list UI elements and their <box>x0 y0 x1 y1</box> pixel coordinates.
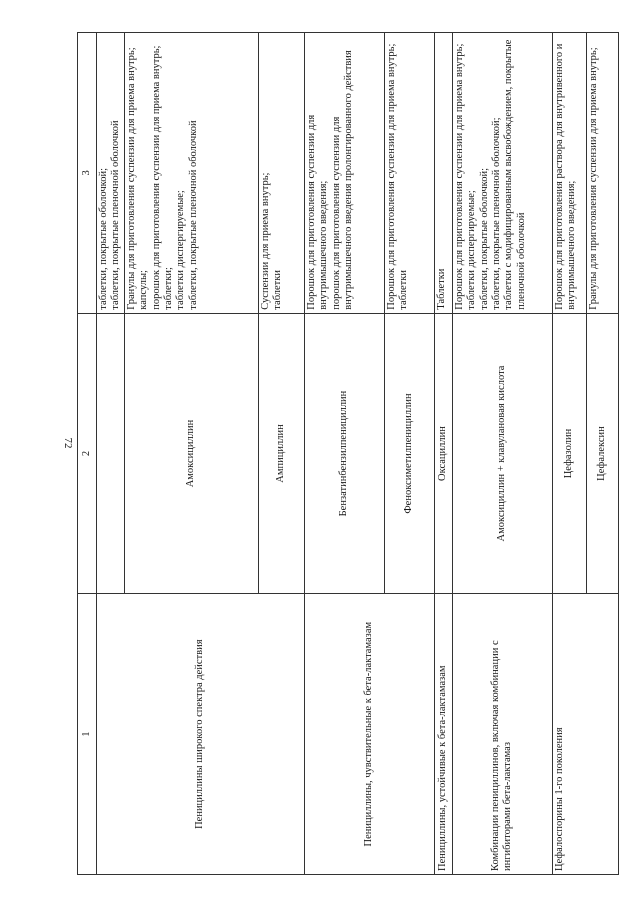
form-line: таблетки, покрытые оболочкой; <box>98 168 109 310</box>
page-number: 72 <box>62 437 74 449</box>
form-line: таблетки диспергируемые; <box>466 190 478 310</box>
forms-cell <box>452 33 552 314</box>
rotated-table-container <box>77 32 608 875</box>
form-line: Порошок для приготовления раствора для внутривенного и внутримышечного введения; <box>553 43 578 310</box>
form-line: порошок для приготовления суспензии для внутримышечного введения пролонгированного действия <box>330 50 354 310</box>
form-line: Суспензии для приема внутрь; <box>259 172 271 310</box>
form-line: таблетки; <box>162 267 174 310</box>
table-header-row <box>78 33 97 875</box>
table-row <box>552 33 586 875</box>
form-line: Гранулы для приготовления суспензии для приема внутрь; <box>587 47 599 310</box>
drug-name-cell: Цефалексин <box>586 313 618 594</box>
group-cell: Цефалоспорины 1-го поколения <box>552 594 618 875</box>
form-line: таблетки диспергируемые; <box>175 190 187 310</box>
form-line: таблетки, покрытые пленочной оболочкой; <box>490 117 502 310</box>
form-line: таблетки <box>398 270 410 310</box>
drug-name-cell: Бензатинбензилпенициллин <box>304 313 384 594</box>
form-line: порошок для приготовления суспензии для приема внутрь; <box>150 45 162 310</box>
form-line: таблетки, покрытые пленочной оболочкой <box>110 120 122 310</box>
form-line: Порошок для приготовления суспензии для внутримышечного введения; <box>305 114 330 310</box>
drug-name-cell: Феноксиметилпенициллин <box>384 313 434 594</box>
group-cell: Пенициллины, устойчивые к бета-лактамазам <box>434 594 452 875</box>
header-col-1: 1 <box>78 594 97 875</box>
forms-cell <box>434 33 452 314</box>
table-row <box>434 33 452 875</box>
drug-name-cell: Оксациллин <box>434 313 452 594</box>
group-cell: Пенициллины широкого спектра действия <box>97 594 305 875</box>
forms-cell <box>552 33 586 314</box>
drug-name-cell: Цефазолин <box>552 313 586 594</box>
form-line: Порошок для приготовления суспензии для приема внутрь; <box>453 43 465 310</box>
form-line: Гранулы для приготовления суспензии для приема внутрь; <box>125 47 137 310</box>
drug-name-cell <box>97 313 125 594</box>
header-col-2: 2 <box>78 313 97 594</box>
forms-cell <box>97 33 125 314</box>
group-cell: Пенициллины, чувствительные к бета-лактамазам <box>304 594 434 875</box>
form-line: таблетки, покрытые оболочкой; <box>478 168 490 310</box>
forms-cell <box>586 33 618 314</box>
form-line: таблетки <box>272 270 284 310</box>
header-col-3: 3 <box>78 33 97 314</box>
forms-cell <box>384 33 434 314</box>
drug-name-cell: Амоксициллин <box>124 313 258 594</box>
drug-name-cell: Ампициллин <box>258 313 304 594</box>
table-row <box>452 33 552 875</box>
forms-cell <box>124 33 258 314</box>
group-cell: Комбинации пенициллинов, включая комбинации с ингибиторами бета-лактамаз <box>452 594 552 875</box>
forms-cell <box>304 33 384 314</box>
table-row <box>304 33 384 875</box>
form-line: Таблетки <box>435 268 447 310</box>
form-line: таблетки с модифицированным высвобождением, покрытые пленочной оболочкой <box>503 39 527 310</box>
table-row <box>97 33 125 875</box>
drug-name-cell: Амоксициллин + клавулановая кислота <box>452 313 552 594</box>
forms-cell <box>258 33 304 314</box>
form-line: капсулы; <box>138 270 150 310</box>
form-line: Порошок для приготовления суспензии для приема внутрь; <box>385 43 397 310</box>
drug-table <box>77 32 619 875</box>
form-line: таблетки, покрытые пленочной оболочкой <box>187 120 199 310</box>
